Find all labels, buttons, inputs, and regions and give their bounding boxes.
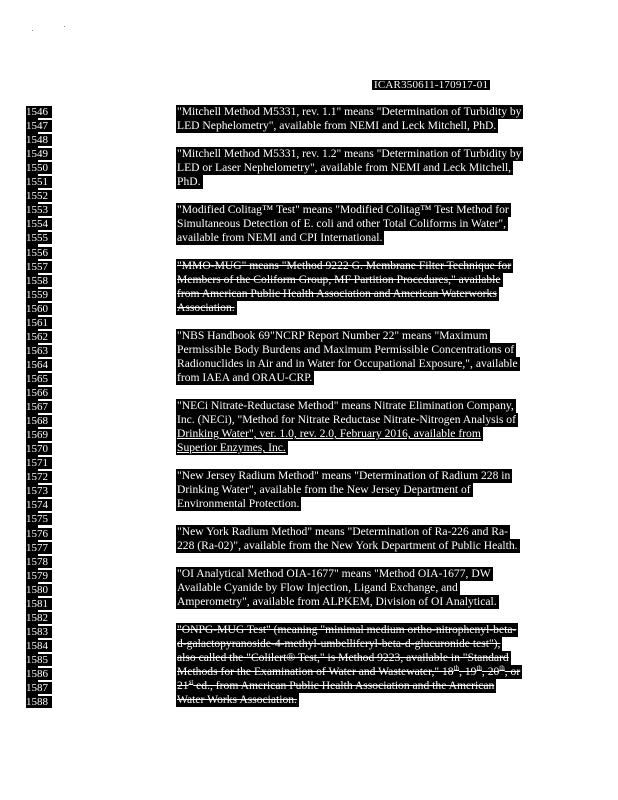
text-line: "ONPG-MUG Test" (meaning "minimal medium ortho-nitrophenyl-beta- [177, 623, 517, 636]
line-number: 1565 [26, 373, 52, 385]
text-line: Available Cyanide by Flow Injection, Ligand Exchange, and [177, 581, 458, 595]
line-number: 1580 [26, 584, 52, 596]
definition-neci-nitrate-reductase [176, 399, 536, 455]
line-number: 1551 [26, 176, 52, 188]
text-line: LED Nephelometry", available from NEMI and Leck Mitchell, PhD. [177, 119, 497, 133]
definition-onpg-mug-struck [176, 623, 536, 708]
line-number: 1570 [26, 443, 52, 455]
text-line: "OI Analytical Method OIA-1677" means "Method OIA-1677, DW [177, 567, 491, 580]
text-line: d-galactopyranoside-4-methyl-umbelliferyl-beta-d-glucuronide test"), [177, 637, 501, 651]
text-line: "New York Radium Method" means "Determination of Ra-226 and Ra- [177, 525, 509, 538]
text-line: "Mitchell Method M5331, rev. 1.2" means "Determination of Turbidity by [177, 147, 522, 160]
line-number: 1562 [26, 331, 52, 343]
text-line: from American Public Health Association and American Waterworks [177, 287, 497, 301]
line-number: 1547 [26, 120, 52, 132]
line-number: 1566 [26, 387, 52, 399]
text-line: Radionuclides in Air and in Water for Occupational Exposure,", available [177, 357, 518, 371]
text-line: "Mitchell Method M5331, rev. 1.1" means "Determination of Turbidity by [177, 105, 522, 118]
text-line: "New Jersey Radium Method" means "Determination of Radium 228 in [177, 469, 511, 482]
line-number: 1579 [26, 570, 52, 582]
definition-mitchell-rev-1-1 [176, 105, 536, 133]
definition-new-york-radium [176, 525, 536, 553]
text-line: 228 (Ra-02)", available from the New York Department of Public Health. [177, 539, 518, 553]
text-line: Drinking Water", ver. 1.0, rev. 2.0, February 2016, available from [177, 427, 481, 441]
line-number: 1546 [26, 106, 52, 118]
text-line: "NBS Handbook 69"NCRP Report Number 22" means "Maximum [177, 329, 488, 342]
line-number: 1572 [26, 471, 52, 483]
text-line: "NECi Nitrate-Reductase Method" means Nitrate Elimination Company, [177, 399, 514, 412]
line-number: 1560 [26, 303, 52, 315]
line-number: 1581 [26, 598, 52, 610]
line-number: 1583 [26, 626, 52, 638]
line-number: 1564 [26, 359, 52, 371]
text-line: "Modified Colitag™ Test" means "Modified Colitag™ Test Method for [177, 203, 509, 216]
text-line: Amperometry", available from ALPKEM, Division of OI Analytical. [177, 595, 497, 609]
line-number: 1549 [26, 148, 52, 160]
line-number: 1582 [26, 612, 52, 624]
document-id-header: ICAR350611-170917-01 [374, 79, 489, 91]
line-number: 1557 [26, 261, 52, 273]
text-line: Methods for the Examination of Water and Wastewater," 18th, 19th, 20th, or [177, 664, 521, 679]
line-number: 1554 [26, 218, 52, 230]
line-number: 1586 [26, 668, 52, 680]
line-number: 1552 [26, 190, 52, 202]
text-line: Inc. (NECi), "Method for Nitrate Reductase Nitrate-Nitrogen Analysis of [177, 413, 516, 427]
line-number: 1571 [26, 457, 52, 469]
definition-mitchell-rev-1-2 [176, 147, 536, 189]
text-line: available from NEMI and CPI International. [177, 231, 383, 245]
text-line: Water Works Association. [177, 693, 297, 707]
definition-nbs-handbook-69 [176, 329, 536, 385]
text-line: Members of the Coliform Group, MF Partition Procedures," available [177, 273, 501, 287]
line-number: 1548 [26, 134, 52, 146]
line-number: 1584 [26, 640, 52, 652]
line-number: 1577 [26, 542, 52, 554]
text-line: LED or Laser Nephelometry", available from NEMI and Leck Mitchell, [177, 161, 512, 175]
line-number: 1587 [26, 682, 52, 694]
line-number: 1556 [26, 247, 52, 259]
line-number: 1563 [26, 345, 52, 357]
text-line: Environmental Protection. [177, 497, 300, 511]
text-line: also called the "Colilert® Test," is Method 9223, available in "Standard [177, 651, 509, 665]
line-number: 1558 [26, 275, 52, 287]
text-line: from IAEA and ORAU-CRP. [177, 371, 313, 385]
scan-specks [32, 26, 72, 34]
text-line: Drinking Water", available from the New Jersey Department of [177, 483, 471, 497]
text-line: "MMO-MUG" means "Method 9222 G. Membrane Filter Technique for [177, 259, 512, 272]
line-number: 1561 [26, 317, 52, 329]
line-number: 1553 [26, 204, 52, 216]
line-number: 1567 [26, 401, 52, 413]
line-number: 1569 [26, 429, 52, 441]
definition-modified-colitag [176, 203, 536, 245]
text-line: Superior Enzymes, Inc. [177, 441, 286, 455]
text-line: Simultaneous Detection of E. coli and other Total Coliforms in Water", [177, 217, 507, 231]
line-number: 1578 [26, 556, 52, 568]
line-number: 1573 [26, 485, 52, 497]
text-line: PhD. [177, 175, 201, 189]
line-number: 1576 [26, 528, 52, 540]
line-number: 1568 [26, 415, 52, 427]
line-number: 1585 [26, 654, 52, 666]
text-line: Association. [177, 301, 235, 315]
text-line: 21st ed., from American Public Health Association and the American [177, 678, 495, 693]
line-number: 1588 [26, 696, 52, 708]
line-number: 1574 [26, 499, 52, 511]
text-line: Permissible Body Burdens and Maximum Permissible Concentrations of [177, 343, 515, 357]
definition-mmo-mug-struck [176, 259, 536, 315]
line-number: 1559 [26, 289, 52, 301]
line-number: 1550 [26, 162, 52, 174]
definition-oi-analytical [176, 567, 536, 609]
definition-new-jersey-radium [176, 469, 536, 511]
line-number: 1555 [26, 232, 52, 244]
line-number: 1575 [26, 513, 52, 525]
